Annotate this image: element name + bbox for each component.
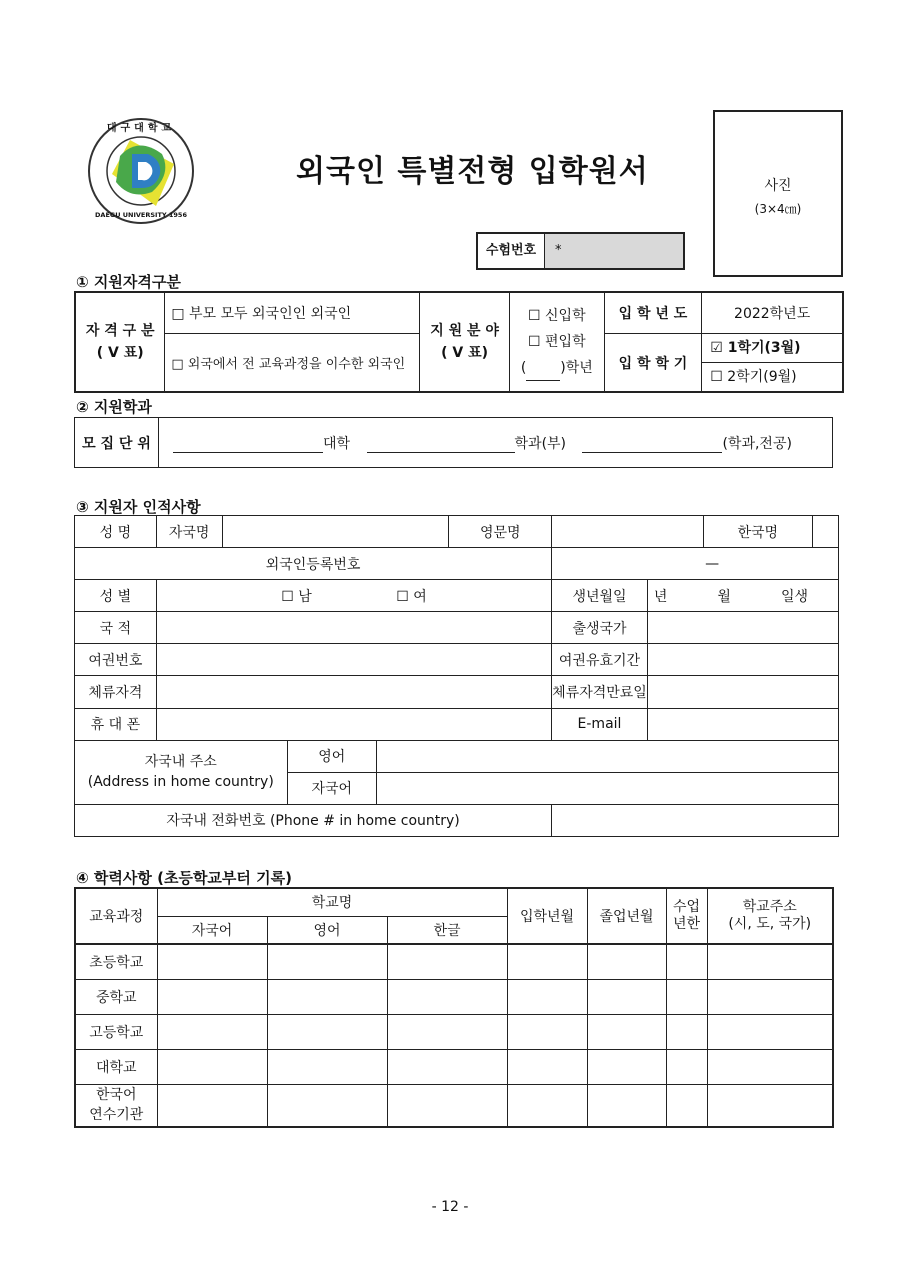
university-logo [86,116,196,226]
term-option-fall[interactable]: ☐ 2학기(9월) [710,369,797,385]
email-input[interactable] [647,708,838,740]
year-value: 2022학년도 [702,292,843,334]
cell[interactable] [387,1014,507,1049]
exam-number-box [476,232,685,270]
cell[interactable] [666,979,707,1014]
qual-option-abroad[interactable]: □ 외국에서 전 교육과정을 이수한 외국인 [165,334,420,393]
table-row [75,979,833,1014]
home-address-label-cell: 자국내 주소 (Address in home country) [75,740,288,804]
visa-expiry-label: 체류자격만료일 [552,676,648,708]
term-label: 입 학 학 기 [604,334,702,393]
qualification-table [74,291,844,393]
gender-options [156,580,551,612]
cell[interactable] [707,1049,833,1084]
row-language-institute: 한국어 연수기관 [75,1084,157,1127]
logo-ring-top: 대구대학교 [106,123,176,134]
section3-title: ③ 지원자 인적사항 [76,498,201,516]
passport-label: 여권번호 [75,644,157,676]
cell[interactable] [507,979,587,1014]
year-label: 입 학 년 도 [604,292,702,334]
section2-title: ② 지원학과 [76,398,152,416]
page-title: 외국인 특별전형 입학원서 [296,154,649,189]
nationality-input[interactable] [156,612,551,644]
cell[interactable] [267,1049,387,1084]
qual-option-parents[interactable]: □ 부모 모두 외국인인 외국인 [165,292,420,334]
exam-number-field[interactable]: * [545,234,683,268]
addr-native-label: 자국어 [287,772,376,804]
cell[interactable] [707,1014,833,1049]
cell[interactable] [387,1084,507,1127]
field-year[interactable]: ( )학년 [510,355,604,381]
english-name-label: 영문명 [449,516,552,548]
cell[interactable] [587,1084,666,1127]
education-table [74,887,834,1128]
gender-label: 성 별 [75,580,157,612]
dept-input[interactable] [367,438,515,453]
korean-header: 한글 [387,916,507,944]
field-option-transfer[interactable]: ☐ 편입학 [528,334,586,350]
cell[interactable] [267,979,387,1014]
addr-english-label: 영어 [287,740,376,772]
cell[interactable] [157,1049,267,1084]
cell[interactable] [507,1084,587,1127]
cell[interactable] [267,1014,387,1049]
section1-title: ① 지원자격구분 [76,273,181,291]
department-table [74,417,833,468]
passport-input[interactable] [156,644,551,676]
graduation-header: 졸업년월 [587,888,666,944]
photo-size: (3×4㎝) [754,202,802,216]
birth-input[interactable]: 년 월 일생 [647,580,838,612]
cell[interactable] [587,1014,666,1049]
cell[interactable] [507,1014,587,1049]
cell[interactable] [267,1084,387,1127]
alien-reg-input[interactable]: — [552,548,839,580]
birth-label: 생년월일 [552,580,648,612]
row-high: 고등학교 [75,1014,157,1049]
school-name-header: 학교명 [157,888,507,916]
address-header: 학교주소 (시, 도, 국가) [707,888,833,944]
cell[interactable] [707,979,833,1014]
name-label: 성 명 [75,516,157,548]
mobile-input[interactable] [156,708,551,740]
korean-name-input[interactable] [812,516,838,548]
cell[interactable] [507,944,587,979]
home-phone-input[interactable] [552,804,839,836]
cell[interactable] [666,1049,707,1084]
addr-english-input[interactable] [376,740,838,772]
table-row [75,1084,833,1127]
cell[interactable] [157,1084,267,1127]
cell[interactable] [666,944,707,979]
logo-ring-bottom: DAEGU UNIVERSITY 1956 [95,211,187,219]
native-name-label: 자국명 [156,516,222,548]
unit-fields: 대학 학과(부) (학과,전공) [159,418,833,468]
photo-box[interactable] [713,110,843,277]
college-input[interactable] [173,438,323,453]
gender-male-checkbox[interactable]: ☐ 남 [281,588,312,605]
cell[interactable] [267,944,387,979]
cell[interactable] [666,1014,707,1049]
entry-header: 입학년월 [507,888,587,944]
exam-number-label: 수험번호 [478,234,545,268]
english-header: 영어 [267,916,387,944]
table-row [75,1049,833,1084]
major-input[interactable] [582,438,722,453]
section4-title: ④ 학력사항 (초등학교부터 기록) [76,869,292,887]
row-university: 대학교 [75,1049,157,1084]
cell[interactable] [587,944,666,979]
nationality-label: 국 적 [75,612,157,644]
visa-input[interactable] [156,676,551,708]
field-options-cell [510,292,605,392]
gender-female-checkbox[interactable]: ☐ 여 [396,588,427,605]
cell[interactable] [587,1049,666,1084]
visa-expiry-input[interactable] [647,676,838,708]
cell[interactable] [387,979,507,1014]
cell[interactable] [666,1084,707,1127]
term-options-cell [702,334,843,393]
english-name-input[interactable] [552,516,704,548]
course-header: 교육과정 [75,888,157,944]
personal-info-table [74,515,839,837]
term-option-spring[interactable]: ☑ 1학기(3월) [702,334,842,363]
unit-label: 모 집 단 위 [75,418,159,468]
cell[interactable] [707,944,833,979]
birth-country-label: 출생국가 [552,612,648,644]
birth-country-input[interactable] [647,612,838,644]
native-header: 자국어 [157,916,267,944]
home-phone-label: 자국내 전화번호 (Phone # in home country) [75,804,552,836]
cell[interactable] [387,944,507,979]
cell[interactable] [507,1049,587,1084]
years-header: 수업 년한 [666,888,707,944]
row-elementary: 초등학교 [75,944,157,979]
field-option-freshman[interactable]: ☐ 신입학 [528,308,586,324]
cell[interactable] [587,979,666,1014]
page-number: - 12 - [431,1199,469,1215]
native-name-input[interactable] [222,516,449,548]
cell[interactable] [157,944,267,979]
email-label: E-mail [552,708,648,740]
cell[interactable] [387,1049,507,1084]
mobile-label: 휴 대 폰 [75,708,157,740]
photo-label: 사진 [764,178,792,194]
visa-label: 체류자격 [75,676,157,708]
cell[interactable] [157,979,267,1014]
alien-reg-label: 외국인등록번호 [75,548,552,580]
passport-expiry-label: 여권유효기간 [552,644,648,676]
korean-name-label: 한국명 [703,516,812,548]
table-row [75,1014,833,1049]
passport-expiry-input[interactable] [647,644,838,676]
table-row [75,944,833,979]
cell[interactable] [707,1084,833,1127]
field-label-cell: 지 원 분 야 ( V 표) [420,292,510,392]
cell[interactable] [157,1014,267,1049]
addr-native-input[interactable] [376,772,838,804]
qual-label-cell: 자 격 구 분 ( V 표) [75,292,165,392]
row-middle: 중학교 [75,979,157,1014]
